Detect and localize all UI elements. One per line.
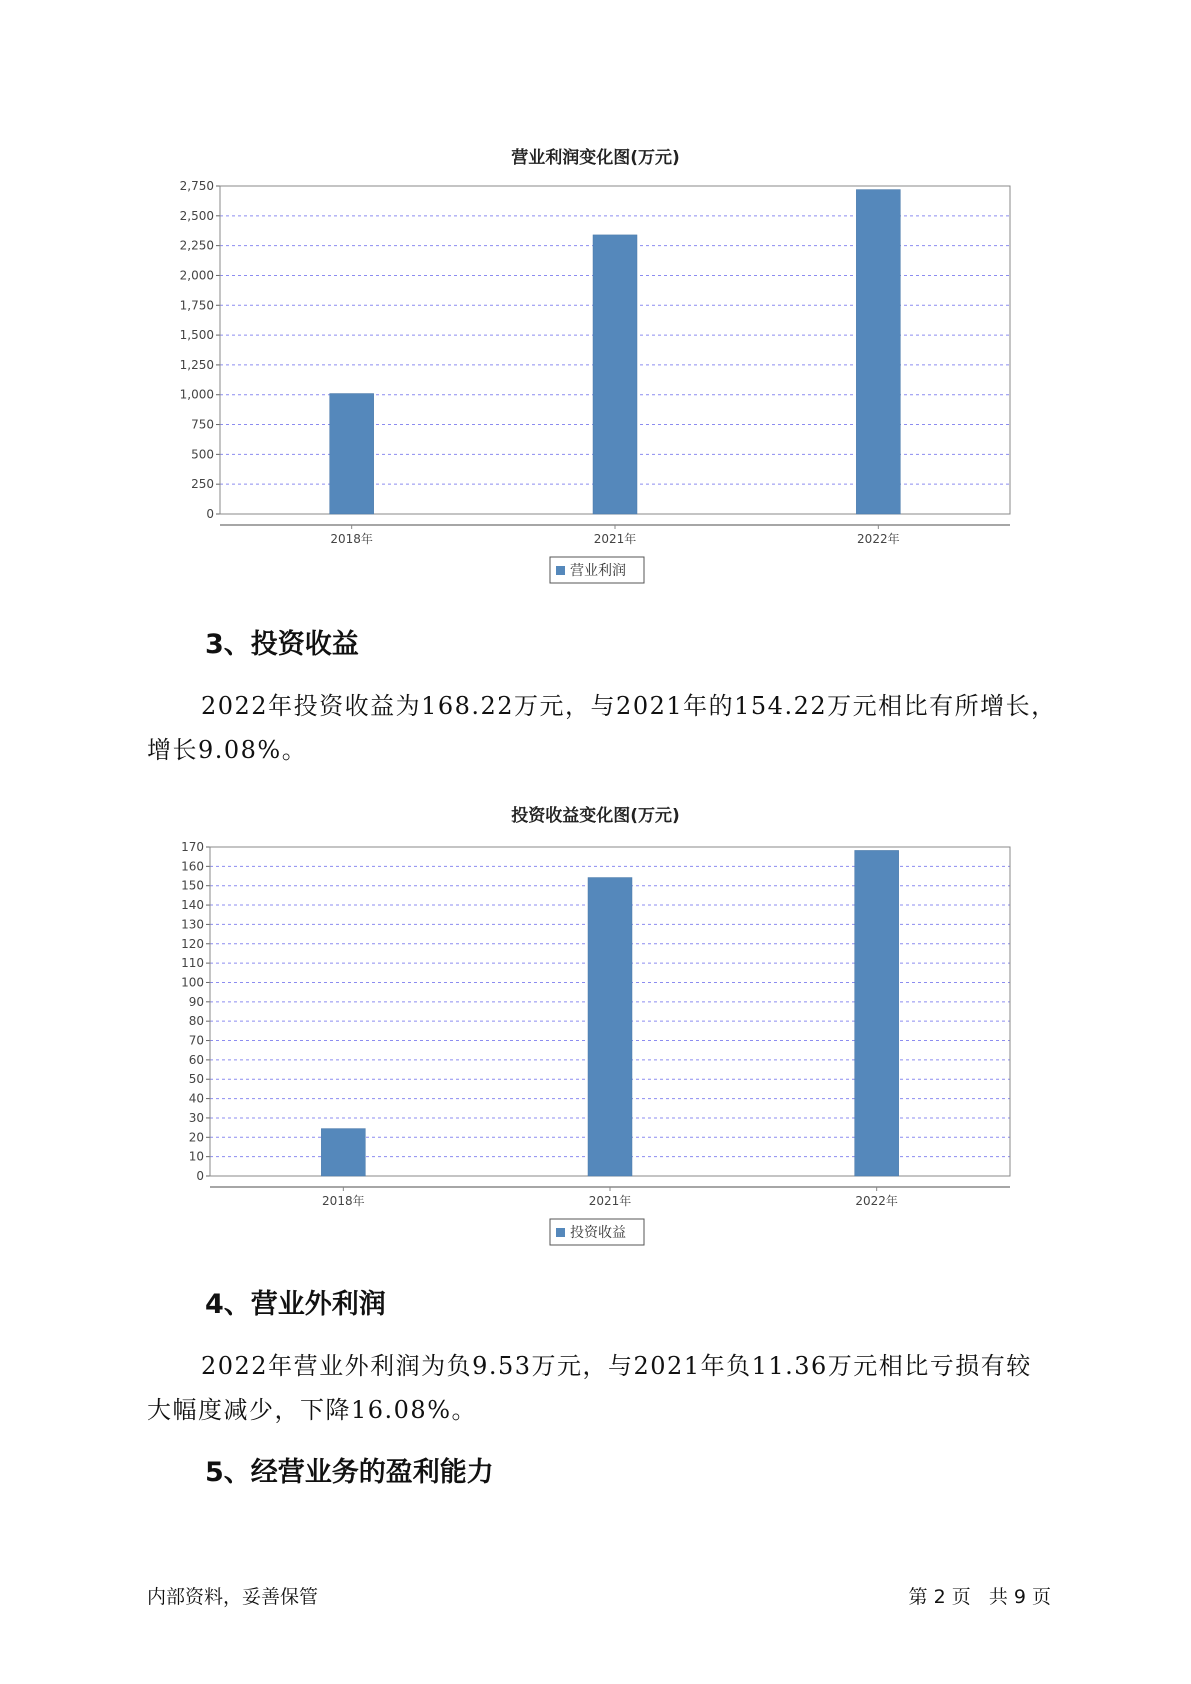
y-tick-label: 2,250 xyxy=(179,238,214,253)
y-tick-label: 100 xyxy=(181,975,204,990)
chart2-title: 投资收益变化图(万元) xyxy=(511,806,680,826)
y-tick-label: 80 xyxy=(188,1014,204,1029)
non-operating-paragraph xyxy=(147,1344,1057,1432)
legend-swatch xyxy=(556,1228,565,1237)
y-tick-label: 20 xyxy=(188,1130,204,1145)
y-tick-label: 500 xyxy=(191,447,214,462)
y-tick-label: 0 xyxy=(196,1169,204,1183)
y-tick-label: 110 xyxy=(181,956,204,971)
y-tick-label: 50 xyxy=(188,1072,204,1087)
section-heading-investment: 3、投资收益 xyxy=(205,629,359,660)
legend-label: 投资收益 xyxy=(570,1225,626,1241)
y-tick-label: 120 xyxy=(181,936,204,951)
investment-paragraph-line1: 2022年投资收益为168.22万元，与2021年的154.22万元相比有所增长， xyxy=(201,692,1057,720)
y-tick-label: 130 xyxy=(181,917,204,932)
y-tick-label: 1,250 xyxy=(179,357,214,372)
y-tick-label: 90 xyxy=(188,994,204,1009)
y-tick-label: 150 xyxy=(181,878,204,893)
y-tick-label: 2,500 xyxy=(179,208,214,223)
y-tick-label: 160 xyxy=(181,859,204,874)
non-operating-paragraph-line1: 2022年营业外利润为负9.53万元，与2021年负11.36万元相比亏损有较 xyxy=(201,1352,1032,1380)
footer-page-number: 第 2 页 共 9 页 xyxy=(908,1586,1051,1608)
y-tick-label: 30 xyxy=(188,1110,204,1125)
y-tick-label: 140 xyxy=(181,898,204,913)
y-tick-label: 1,750 xyxy=(179,298,214,313)
section-heading-profitability: 5、经营业务的盈利能力 xyxy=(205,1457,494,1488)
x-tick-label: 2021年 xyxy=(593,532,637,546)
y-tick-label: 70 xyxy=(188,1033,204,1048)
y-tick-label: 2,000 xyxy=(179,268,214,283)
legend-label: 营业利润 xyxy=(570,563,626,579)
chart-legend xyxy=(550,1219,644,1245)
y-tick-label: 2,750 xyxy=(179,179,214,193)
x-tick-label: 2021年 xyxy=(588,1194,632,1208)
x-tick-label: 2018年 xyxy=(322,1194,365,1208)
bar xyxy=(855,850,899,1176)
y-tick-label: 60 xyxy=(188,1052,204,1067)
y-tick-label: 170 xyxy=(181,840,204,854)
footer-confidential: 内部资料，妥善保管 xyxy=(147,1586,319,1608)
non-operating-paragraph-line2: 大幅度减少，下降16.08%。 xyxy=(147,1396,478,1424)
bar xyxy=(321,1129,365,1176)
x-tick-label: 2022年 xyxy=(855,1194,898,1208)
x-tick-label: 2018年 xyxy=(330,532,373,546)
y-tick-label: 0 xyxy=(206,507,214,521)
bar xyxy=(588,878,632,1176)
y-tick-label: 40 xyxy=(188,1091,204,1106)
y-tick-label: 750 xyxy=(191,417,214,432)
y-tick-label: 10 xyxy=(188,1149,204,1164)
investment-paragraph-line2: 增长9.08%。 xyxy=(147,736,308,764)
x-tick-label: 2022年 xyxy=(857,532,900,546)
section-heading-non-operating: 4、营业外利润 xyxy=(205,1289,386,1320)
y-tick-label: 1,000 xyxy=(179,387,214,402)
chart1-title: 营业利润变化图(万元) xyxy=(511,148,680,168)
y-tick-label: 1,500 xyxy=(179,328,214,343)
y-tick-label: 250 xyxy=(191,477,214,492)
